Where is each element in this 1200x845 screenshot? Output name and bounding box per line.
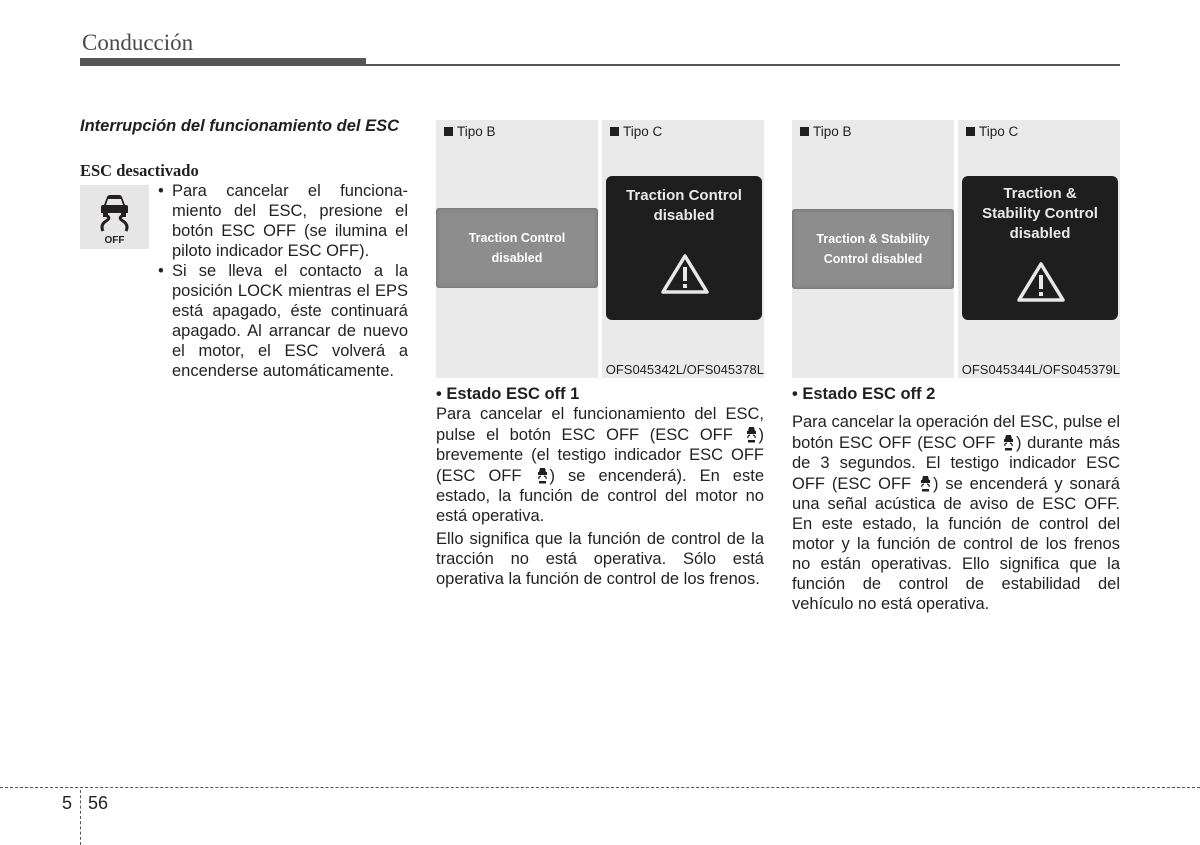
square-bullet-icon (444, 127, 453, 136)
svg-text:OFF: OFF (104, 235, 125, 246)
panel-tipo-c (602, 120, 764, 378)
esc-off-inline-icon (535, 465, 550, 485)
panel-label: Tipo B (457, 124, 496, 139)
figure-code: OFS045344L/OFS045379L (961, 362, 1120, 377)
header-rule (366, 64, 1120, 66)
panel-tipo-c (958, 120, 1120, 378)
square-bullet-icon (966, 127, 975, 136)
esc-off-indicator-icon (80, 185, 149, 249)
state-esc-off-2-text (792, 384, 1120, 617)
subsection-title: ESC desactivado (80, 161, 199, 180)
section-title: Interrupción del funcionamiento del ESC (80, 117, 400, 135)
cluster-display-gray (792, 209, 954, 289)
footer-dashed-divider (80, 790, 81, 845)
panel-tipo-b (792, 120, 954, 378)
square-bullet-icon (800, 127, 809, 136)
warning-triangle-icon (1016, 260, 1066, 304)
panel-label: Tipo C (623, 124, 663, 139)
page-number: 56 (88, 793, 109, 813)
display-text: Stability Control (982, 205, 1098, 222)
display-text: disabled (653, 207, 715, 224)
esc-off-bullet-list (158, 181, 408, 381)
display-text: Traction & Stability (816, 232, 930, 246)
chapter-number: 5 (62, 793, 73, 813)
header-accent-bar (80, 58, 366, 66)
state-esc-off-1-text (436, 384, 764, 592)
state-heading: • Estado ESC off 2 (792, 385, 936, 403)
warning-triangle-icon (660, 252, 710, 296)
chapter-title: Conducción (82, 30, 194, 55)
list-item: • Si se lleva el contacto a la posición LOCK mientras el EPS está apagado, éste continuará apagado. Al arrancar de nuevo el motor, el ESC volverá a encenderse automáticamente. (158, 261, 408, 381)
skidding-car-icon (80, 185, 149, 249)
panel-tipo-b (436, 120, 598, 378)
square-bullet-icon (610, 127, 619, 136)
esc-off-inline-icon (918, 473, 933, 493)
footer-dashed-rule (0, 787, 1200, 788)
display-text: disabled (491, 251, 543, 265)
figure-esc-off-1 (436, 120, 764, 382)
panel-label: Tipo B (813, 124, 852, 139)
paragraph: Para cancelar el funcionamiento del ESC, pulse el botón ESC OFF (ESC OFF ) brevemente (el testigo indicador ESC OFF (ESC OFF ) se encenderá). En este estado, la función de control del motor no está operativa. (436, 405, 764, 525)
figure-esc-off-2 (792, 120, 1120, 382)
display-text: Traction & (1003, 185, 1077, 202)
panel-label: Tipo C (979, 124, 1019, 139)
state-heading: • Estado ESC off 1 (436, 385, 580, 403)
display-text: Traction Control (626, 187, 742, 204)
display-text: disabled (1009, 225, 1071, 242)
cluster-display-dark (606, 176, 762, 320)
esc-off-inline-icon (1001, 432, 1016, 452)
paragraph: Ello significa que la función de control de la tracción no está operativa. Sólo está operativa la función de control de los frenos. (436, 530, 764, 588)
display-text: Control disabled (823, 252, 923, 266)
esc-off-inline-icon (744, 424, 759, 444)
cluster-display-dark (962, 176, 1118, 320)
display-text: Traction Control (468, 231, 566, 245)
paragraph: Para cancelar la operación del ESC, pulse el botón ESC OFF (ESC OFF ) durante más de 3 segundos. El testigo indicador ESC OFF (ESC OFF ) se encenderá y sonará una señal acústica de aviso de ESC OFF. En este estado, la función de control del motor y la función de control de los frenos no están operativas. Ello significa que la función de control de estabilidad del vehículo no está operativa. (792, 413, 1120, 613)
figure-code: OFS045342L/OFS045378L (605, 362, 764, 377)
list-item: • Para cancelar el funciona-miento del ESC, presione el botón ESC OFF (se ilumina el piloto indicador ESC OFF). (158, 181, 408, 261)
cluster-display-gray (436, 208, 598, 288)
